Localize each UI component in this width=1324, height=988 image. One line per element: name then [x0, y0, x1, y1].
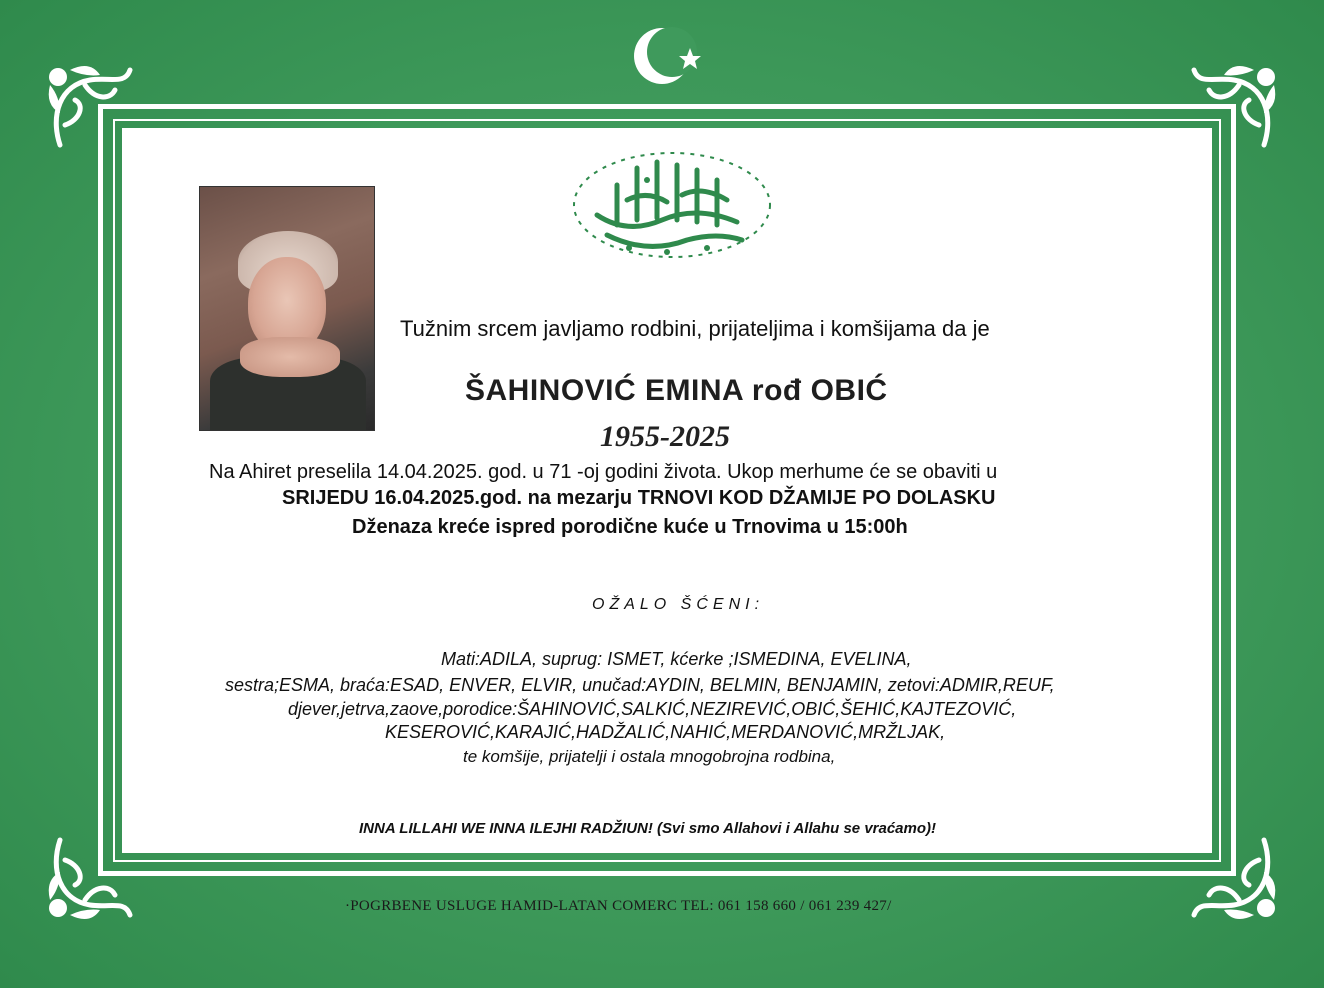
- mourners-line: Mati:ADILA, suprug: ISMET, kćerke ;ISMEDINA, EVELINA,: [441, 649, 912, 669]
- mourners-line: te komšije, prijatelji i ostala mnogobrojna rodbina,: [463, 747, 836, 766]
- mourners-line: djever,jetrva,zaove,porodice:ŠAHINOVIĆ,SALKIĆ,NEZIREVIĆ,OBIĆ,ŠEHIĆ,KAJTEZOVIĆ,: [288, 699, 1017, 719]
- intro-text: Tužnim srcem javljamo rodbini, prijateljima i komšijama da je: [400, 316, 990, 341]
- deceased-photo: [199, 186, 375, 431]
- mourners-heading: OŽALO ŠĆENI:: [592, 596, 765, 613]
- arabic-calligraphy-icon: [567, 140, 777, 270]
- burial-details: SRIJEDU 16.04.2025.god. na mezarju TRNOVI KOD DŽAMIJE PO DOLASKU: [282, 487, 996, 509]
- life-years: 1955-2025: [600, 420, 730, 453]
- closing-prayer: INNA LILLAHI WE INNA ILEJHI RADŽIUN! (Svi smo Allahovi i Allahu se vraćamo)!: [359, 820, 937, 837]
- mourners-line: sestra;ESMA, braća:ESAD, ENVER, ELVIR, unučad:AYDIN, BELMIN, BENJAMIN, zetovi:ADMIR,REUF,: [225, 675, 1055, 695]
- crescent-and-star-icon: [632, 20, 704, 92]
- funeral-service-footer: ·POGRBENE USLUGE HAMID-LATAN COMERC TEL: 061 158 660 / 061 239 427/: [345, 898, 892, 914]
- passing-details: Na Ahiret preselila 14.04.2025. god. u 71 -oj godini života. Ukop merhume će se obaviti u: [209, 461, 998, 483]
- funeral-procession: Dženaza kreće ispred porodične kuće u Trnovima u 15:00h: [352, 516, 908, 538]
- mourners-line: KESEROVIĆ,KARAJIĆ,HADŽALIĆ,NAHIĆ,MERDANOVIĆ,MRŽLJAK,: [385, 722, 946, 742]
- deceased-name: ŠAHINOVIĆ EMINA rođ OBIĆ: [465, 374, 888, 407]
